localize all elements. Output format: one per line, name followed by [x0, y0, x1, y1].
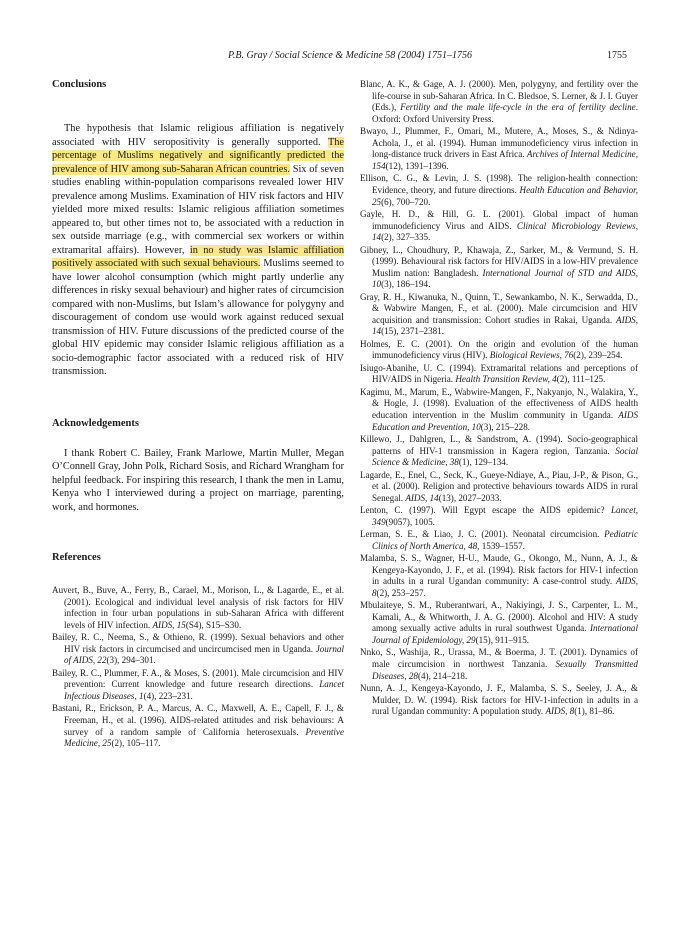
reference-text: (13), 2027–2033.	[438, 492, 502, 503]
highlighted-text: The percentage of Muslims negatively and significantly predicted the prevalence of HIV among sub-Saharan African countries.	[52, 136, 344, 175]
reference-text: (2), 239–254.	[573, 350, 623, 361]
reference-entry	[52, 703, 344, 749]
reference-text: (3), 215–228.	[480, 421, 531, 432]
reference-text: (9057), 1005.	[385, 516, 435, 527]
reference-source: AIDS, 14	[372, 314, 638, 337]
reference-text: Kagimu, M., Marum, E., Wabwire-Mangen, F., Nakyanjo, N., Walakira, Y., & Hogle, J. (1998). Evaluation of the effectiveness of AIDS health education intervention in the Muslim community in Uganda.	[360, 386, 638, 420]
reference-entry	[360, 363, 638, 386]
reference-source: International Journal of Epidemiology, 29	[372, 623, 638, 646]
reference-text: , 1539–1557.	[477, 540, 525, 551]
reference-source: Lancet, 349	[372, 505, 638, 527]
reference-text: Lerman, S. E., & Liao, J. C. (2001). Neonatal circumcision.	[360, 529, 605, 540]
reference-entry	[360, 683, 638, 718]
reference-source: Health Transition Review, 4	[455, 374, 557, 385]
reference-text: (1), 81–86.	[574, 706, 615, 717]
reference-text: Lenton, C. (1997). Will Egypt escape the AIDS epidemic?	[360, 505, 611, 516]
reference-text: Malamba, S. S., Wagner, H-U., Maude, G., Okongo, M., Nunn, A. J., & Kengeya-Kayondo, J. F., et al. (1994). Risk factors for HIV-1 infection in adults in a rural Ugandan community: A case-control study.	[360, 553, 638, 587]
reference-entry	[360, 505, 638, 528]
reference-text: (6), 700–720.	[381, 196, 431, 207]
reference-source: Social Science & Medicine, 38	[372, 445, 638, 468]
reference-text: Blanc, A. K., & Gage, A. J. (2000). Men, polygyny, and fertility over the life-course in sub-Saharan Africa. In C. Bledsoe, S. Lerner, & J. I. Guyer (Eds.),	[360, 79, 638, 113]
reference-text: (15), 2371–2381.	[381, 326, 444, 337]
reference-source: Health Education and Behavior, 25	[372, 184, 638, 207]
reference-source: Sexually Transmitted Diseases, 28	[372, 659, 638, 681]
reference-text: (1), 129–134.	[458, 457, 509, 468]
reference-entry	[360, 647, 638, 682]
page-number: 1755	[607, 50, 627, 61]
reference-source: AIDS, 8	[372, 576, 638, 598]
reference-text: . Oxford: Oxford University Press.	[372, 102, 638, 124]
reference-text: (3), 186–194.	[381, 279, 431, 290]
reference-source: International Journal of STD and AIDS, 10	[372, 267, 638, 290]
reference-entry	[360, 553, 638, 599]
reference-source: Archives of Internal Medicine, 154	[372, 149, 638, 171]
reference-entry	[360, 470, 638, 505]
left-column	[52, 79, 344, 751]
reference-text: Bailey, R. C., Neema, S., & Othieno, R. (1999). Sexual behaviors and other HIV risk factors in circumcised and uncircumcised men in Uganda.	[52, 632, 344, 654]
reference-source: Journal of AIDS, 22	[64, 643, 344, 666]
reference-text: (2), 253–257.	[376, 587, 426, 598]
reference-text: (S4), S15–S30.	[185, 619, 242, 630]
reference-entry	[52, 668, 344, 703]
reference-text: (2), 111–125.	[556, 374, 606, 385]
reference-text: Holmes, E. C. (2001). On the origin and evolution of the human immunodeficiency virus (HIV).	[360, 338, 638, 361]
reference-entry	[360, 600, 638, 646]
body-text: Six of seven studies enabling within-population comparisons revealed lower HIV prevalence among Muslims. Examination of HIV risk factors and HIV yielded more mixed results: Islamic religious affiliation sometimes appeared to, but other times not to, be associated with a reduction in sex outside marriage (e.g., with commercial sex workers or within extramarital affairs). However,	[52, 163, 344, 256]
reference-text: (4), 214–218.	[417, 670, 468, 681]
reference-entry	[52, 632, 344, 667]
reference-entry	[360, 292, 638, 338]
reference-entry	[360, 173, 638, 208]
acknowledgements-heading: Acknowledgements	[52, 417, 139, 429]
reference-text: (2), 105–117.	[111, 738, 161, 749]
reference-entry	[360, 245, 638, 291]
reference-entry	[360, 529, 638, 552]
reference-text: Mbulaiteye, S. M., Ruberantwari, A., Nakiyingi, J. S., Carpenter, L. M., Kamali, A., & Whitworth, J. A. G. (2000). Alcohol and HIV: A study among sexually active adults in rural southwest Uganda.	[360, 600, 638, 634]
reference-text: Ellison, C. G., & Levin, J. S. (1998). The religion-health connection: Evidence, theory, and future directions.	[360, 173, 638, 195]
reference-entry	[360, 79, 638, 125]
reference-text: (4), 223–231.	[143, 690, 193, 701]
reference-text: Auvert, B., Buve, A., Ferry, B., Carael, M., Morison, L., & Lagarde, E., et al. (2001). Ecological and individual level analysis of risk factors for HIV infection in four urban populations in sub-Saharan Africa with different levels of HIV infection.	[52, 585, 344, 630]
acknowledgements-paragraph: I thank Robert C. Bailey, Frank Marlowe, Martin Muller, Megan O’Connell Gray, John Polk, Richard Sosis, and Richard Wrangham for helpful feedback. For inspiring this research, I thank the men in Lamu, Kenya who I interviewed during a project on marriage, parenting, work, and hormones.	[52, 447, 344, 513]
reference-entry	[360, 209, 638, 244]
reference-text: (3), 294–301.	[106, 655, 156, 666]
reference-text: Bastani, R., Erickson, P. A., Marcus, A. C., Maxwell, A. E., Capell, F. J., & Freeman, H., et al. (1996). AIDS-related attitudes and risk behaviours: A survey of a random sample of California heterosexuals.	[52, 703, 344, 737]
references-list-left	[52, 585, 344, 750]
reference-text: Lagarde, E., Enel, C., Seck, K., Gueye-Ndiaye, A., Piau, J-P., & Pison, G., et al. (2000). Religion and protective behaviours towards AIDS in rural Senegal.	[360, 469, 638, 503]
reference-source: Pediatric Clinics of North America, 48	[372, 529, 638, 551]
reference-source: Preventive Medicine, 25	[64, 726, 344, 749]
highlighted-text: in no study was Islamic affiliation positively associated with such sexual behaviours.	[52, 244, 344, 269]
conclusions-paragraph	[52, 122, 344, 379]
reference-source: AIDS, 14	[405, 492, 439, 503]
reference-source: Lancet Infectious Diseases, 1	[64, 679, 344, 701]
reference-entry	[360, 387, 638, 433]
reference-entry	[360, 339, 638, 362]
reference-source: Clinical Microbiology Reviews, 14	[372, 220, 638, 243]
reference-text: Nnko, S., Washija, R., Urassa, M., & Boerma, J. T. (2001). Dynamics of male circumcision in northwest Tanzania.	[360, 647, 638, 670]
right-column	[360, 79, 638, 719]
reference-source: AIDS Education and Prevention, 10	[372, 410, 638, 432]
reference-entry	[52, 585, 344, 631]
reference-entry	[360, 126, 638, 172]
conclusions-heading: Conclusions	[52, 79, 107, 90]
reference-text: Gibney, L., Choudhury, P., Khawaja, Z., Sarker, M., & Vermund, S. H. (1999). Behavioural risk factors for HIV/AIDS in a low-HIV prevalence Muslim nation: Bangladesh.	[360, 244, 638, 278]
body-text: Muslims seemed to have lower alcohol consumption (which might partly underlie any differences in risky sexual behaviour) and higher rates of circumcision compared with non-Muslims, but Islam’s allowance for polygyny and discouragement of condom use would work against reduced sexual transmission of HIV. Future discussions of the predicted course of the global HIV epidemic may consider Islamic religious affiliation as a socio-demographic factor associated with a reduced risk of HIV transmission.	[52, 258, 344, 377]
reference-text: (15), 911–915.	[475, 635, 530, 646]
reference-text: Isiugo-Abanihe, U. C. (1994). Extramarital relations and perceptions of HIV/AIDS in Nigeria.	[360, 362, 638, 385]
references-list-right	[360, 79, 638, 718]
reference-text: (12), 1391–1396.	[385, 160, 449, 171]
reference-text: Gayle, H. D., & Hill, G. L. (2001). Global impact of human immunodeficiency Virus and AIDS.	[360, 208, 638, 231]
running-head: P.B. Gray / Social Science & Medicine 58 (2004) 1751–1756	[228, 50, 472, 61]
reference-text: Gray, R. H., Kiwanuka, N., Quinn, T., Sewankambo, N. K., Serwadda, D., & Wabwire Mangen, F., et al. (2000). Male circumcision and HIV acquisition and transmission: Cohort studies in Rakai, Uganda.	[360, 291, 638, 325]
reference-entry	[360, 434, 638, 469]
reference-text: Bwayo, J., Plummer, F., Omari, M., Mutere, A., Moses, S., & Ndinya-Achola, J., et al. (1994). Human immunodeficiency virus infection in long-distance truck drivers in East Africa.	[360, 126, 638, 160]
body-text: The hypothesis that Islamic religious affiliation is negatively associated with HIV seropositivity is generally supported.	[52, 123, 344, 148]
reference-text: Bailey, R. C., Plummer, F. A., & Moses, S. (2001). Male circumcision and HIV prevention: Current knowledge and future research directions.	[52, 667, 344, 690]
reference-text: Nunn, A. J., Kengeya-Kayondo, J. F., Malamba, S. S., Seeley, J. A., & Mulder, D. W. (1994). Risk factors for HIV-1-infection in adults in a rural Ugandan community: A population study.	[360, 683, 638, 717]
reference-source: Fertility and the male life-cycle in the era of fertility decline	[400, 102, 636, 113]
reference-source: AIDS, 8	[545, 706, 575, 717]
reference-text: (2), 327–335.	[381, 232, 431, 243]
reference-text: Killewo, J., Dahlgren, L., & Sandstrom, A. (1994). Socio-geographical patterns of HIV-1 transmission in Kagera region, Tanzania.	[360, 433, 638, 456]
reference-source: AIDS, 15	[152, 619, 186, 630]
references-heading: References	[52, 552, 101, 563]
reference-source: Biological Reviews, 76	[489, 350, 574, 361]
